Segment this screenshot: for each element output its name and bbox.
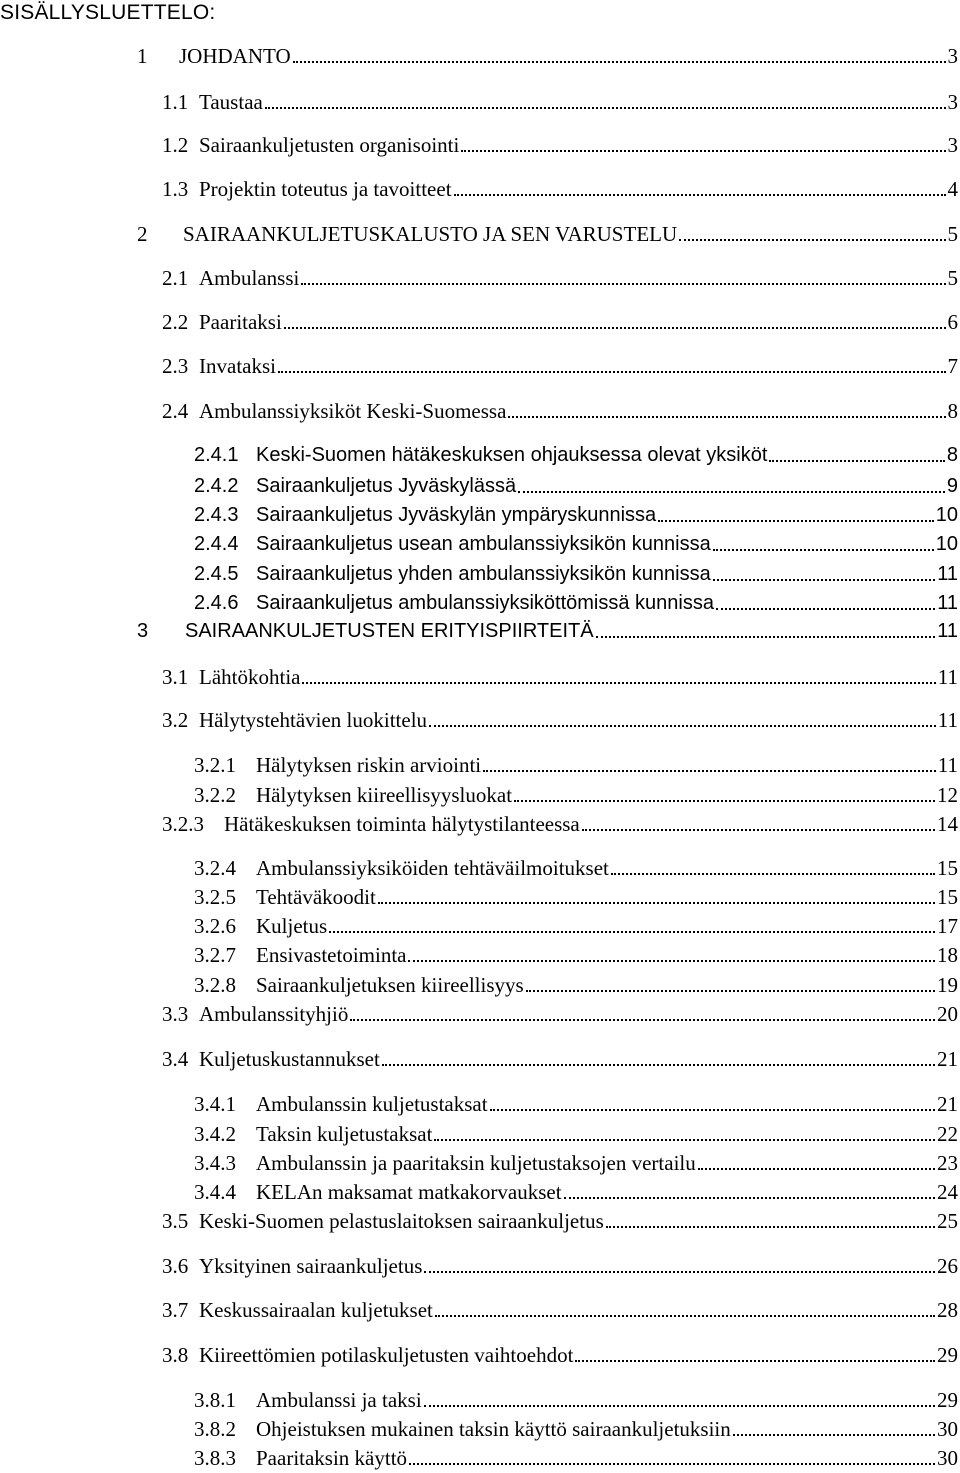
- toc-entry-page: 12: [937, 783, 958, 807]
- toc-entry-page: 10: [935, 504, 958, 526]
- toc-entry-number: 3.2.2: [194, 783, 236, 807]
- toc-entry-number: 3: [137, 620, 149, 642]
- toc-entry-page: 11: [937, 620, 958, 642]
- toc-entry-number: 3.2.1: [194, 753, 236, 777]
- dot-leader: [658, 520, 934, 522]
- toc-entry-number: 1: [137, 44, 148, 68]
- dot-leader: [514, 800, 935, 802]
- dot-leader: [424, 1271, 935, 1273]
- dot-leader: [424, 1405, 935, 1407]
- toc-entry[interactable]: [194, 753, 958, 777]
- toc-entry-title: Ambulanssin ja paaritaksin kuljetustaksojen vertailu: [256, 1151, 696, 1175]
- toc-entry[interactable]: [194, 1092, 958, 1116]
- dot-leader: [454, 194, 946, 196]
- dot-leader: [434, 1139, 935, 1141]
- dot-leader: [435, 1315, 935, 1317]
- toc-entry-title: Ambulanssityhjiö: [199, 1002, 349, 1026]
- toc-entry-page: 8: [947, 399, 958, 423]
- dot-leader: [733, 1434, 935, 1436]
- toc-entry-number: 3.4.1: [194, 1092, 236, 1116]
- toc-entry-title: Sairaankuljetus yhden ambulanssiyksikön kunnissa: [256, 563, 711, 585]
- dot-leader: [564, 1197, 935, 1199]
- dot-leader: [265, 107, 946, 109]
- toc-entry-page: 7: [947, 354, 958, 378]
- toc-entry-page: 3: [947, 90, 958, 114]
- toc-entry-number: 3.2.3: [162, 812, 204, 836]
- toc-entry-number: 1.1: [162, 90, 189, 114]
- toc-entry-page: 6: [947, 310, 958, 334]
- toc-entry[interactable]: [162, 1254, 958, 1278]
- toc-entry[interactable]: [162, 1002, 958, 1026]
- dot-leader: [278, 371, 946, 373]
- toc-entry[interactable]: [194, 503, 958, 527]
- toc-entry[interactable]: [162, 1343, 958, 1367]
- toc-entry-number: 2.4.4: [194, 533, 239, 555]
- toc-entry-title: Hälytyksen riskin arviointi: [256, 753, 482, 777]
- toc-entry-title: Ohjeistuksen mukainen taksin käyttö sairaankuljetuksiin: [256, 1417, 731, 1441]
- toc-entry[interactable]: [162, 90, 958, 114]
- toc-entry-page: 3: [947, 133, 958, 157]
- toc-entry[interactable]: [137, 44, 958, 68]
- toc-entry-title: Kiireettömien potilaskuljetusten vaihtoehdot: [199, 1343, 574, 1367]
- toc-entry[interactable]: [162, 812, 958, 836]
- toc-entry-title: Ambulanssiyksiköt Keski-Suomessa: [199, 399, 507, 423]
- toc-entry-title: Ambulanssi ja taksi: [256, 1388, 422, 1412]
- toc-entry-title: Sairaankuljetusten organisointi: [199, 133, 460, 157]
- toc-entry[interactable]: [194, 443, 958, 467]
- toc-entry-page: 25: [937, 1209, 958, 1233]
- dot-leader: [575, 1360, 935, 1362]
- toc-entry-number: 3.4.4: [194, 1180, 236, 1204]
- dot-leader: [350, 1019, 935, 1021]
- toc-entry-title: Ambulanssiyksiköiden tehtäväilmoitukset: [256, 856, 609, 880]
- toc-entry-number: 3.3: [162, 1002, 189, 1026]
- toc-entry-number: 3.5: [162, 1209, 189, 1233]
- toc-entry[interactable]: [194, 1122, 958, 1146]
- toc-entry-title: Yksityinen sairaankuljetus: [199, 1254, 423, 1278]
- dot-leader: [409, 1463, 935, 1465]
- toc-entry-page: 22: [937, 1122, 958, 1146]
- dot-leader: [713, 579, 936, 581]
- toc-entry-title: Sairaankuljetus usean ambulanssiyksikön kunnissa: [256, 533, 711, 555]
- toc-entry-number: 3.2: [162, 708, 189, 732]
- toc-entry-number: 2.4.5: [194, 563, 239, 585]
- toc-entry-number: 3.1: [162, 665, 189, 689]
- toc-entry[interactable]: [162, 133, 958, 157]
- toc-entry-page: 20: [937, 1002, 958, 1026]
- toc-entry[interactable]: [162, 177, 958, 201]
- toc-entry[interactable]: [162, 1209, 958, 1233]
- toc-entry[interactable]: [194, 914, 958, 938]
- toc-entry-title: Sairaankuljetus ambulanssiyksiköttömissä kunnissa: [256, 592, 714, 614]
- toc-entry-title: Hälytystehtävien luokittelu: [199, 708, 428, 732]
- toc-entry-title: Kuljetuskustannukset: [199, 1047, 380, 1071]
- toc-entry-number: 3.2.5: [194, 885, 236, 909]
- dot-leader: [461, 150, 945, 152]
- toc-entry-page: 21: [937, 1047, 958, 1071]
- toc-entry-number: 3.8: [162, 1343, 189, 1367]
- toc-entry-title: KELAn maksamat matkakorvaukset: [256, 1180, 562, 1204]
- dot-leader: [596, 636, 936, 638]
- toc-entry[interactable]: [194, 885, 958, 909]
- toc-entry-page: 15: [937, 885, 958, 909]
- toc-entry-title: Paaritaksin käyttö: [256, 1446, 408, 1470]
- toc-entry-title: SAIRAANKULJETUSKALUSTO JA SEN VARUSTELU: [183, 222, 678, 246]
- toc-entry-title: Paaritaksi: [199, 310, 282, 334]
- toc-entry-page: 9: [946, 475, 958, 497]
- dot-leader: [301, 283, 945, 285]
- toc-entry[interactable]: [194, 973, 958, 997]
- toc-entry-title: Ambulanssin kuljetustaksat: [256, 1092, 488, 1116]
- toc-entry-page: 30: [937, 1417, 958, 1441]
- toc-entry[interactable]: [162, 266, 958, 290]
- toc-entry-number: 2.3: [162, 354, 189, 378]
- dot-leader: [606, 1226, 935, 1228]
- toc-entry-page: 28: [937, 1298, 958, 1322]
- toc-entry-title: Sairaankuljetus Jyväskylässä: [256, 475, 517, 497]
- toc-entry-number: 3.2.7: [194, 943, 236, 967]
- toc-entry[interactable]: [194, 562, 958, 586]
- toc-entry-title: Taksin kuljetustaksat: [256, 1122, 433, 1146]
- toc-entry[interactable]: [162, 399, 958, 423]
- toc-entry-number: 2.4.3: [194, 504, 239, 526]
- toc-entry-page: 11: [937, 708, 958, 732]
- dot-leader: [716, 608, 935, 610]
- toc-entry-page: 3: [947, 44, 958, 68]
- toc-entry-title: Sairaankuljetuksen kiireellisyys: [256, 973, 524, 997]
- toc-entry[interactable]: [162, 1047, 958, 1071]
- dot-leader: [713, 549, 934, 551]
- toc-entry-page: 8: [946, 444, 958, 466]
- toc-entry-number: 2.2: [162, 310, 189, 334]
- toc-entry[interactable]: [194, 783, 958, 807]
- toc-entry-title: Hälytyksen kiireellisyysluokat: [256, 783, 513, 807]
- toc-entry-page: 21: [937, 1092, 958, 1116]
- toc-entry[interactable]: [194, 1388, 958, 1412]
- toc-entry[interactable]: [194, 856, 958, 880]
- toc-entry-page: 4: [947, 177, 958, 201]
- toc-entry-title: Keski-Suomen pelastuslaitoksen sairaankuljetus: [199, 1209, 604, 1233]
- dot-leader: [378, 902, 935, 904]
- dot-leader: [698, 1168, 935, 1170]
- toc-entry[interactable]: [162, 354, 958, 378]
- dot-leader: [284, 327, 946, 329]
- toc-entry-page: 11: [937, 753, 958, 777]
- toc-entry[interactable]: [162, 665, 958, 689]
- dot-leader: [329, 931, 935, 933]
- toc-entry-number: 2: [137, 222, 148, 246]
- toc-entry-number: 3.4: [162, 1047, 189, 1071]
- toc-entry[interactable]: [194, 1446, 958, 1470]
- toc-entry-number: 3.7: [162, 1298, 189, 1322]
- toc-entry[interactable]: [162, 1298, 958, 1322]
- toc-entry-page: 5: [947, 266, 958, 290]
- toc-entry-title: SAIRAANKULJETUSTEN ERITYISPIIRTEITÄ: [185, 620, 594, 642]
- toc-entry-title: Ambulanssi: [199, 266, 300, 290]
- dot-leader: [408, 960, 935, 962]
- toc-entry-page: 10: [935, 533, 958, 555]
- toc-entry-title: Ensivastetoiminta: [256, 943, 407, 967]
- toc-entry-page: 30: [937, 1446, 958, 1470]
- toc-entry-page: 26: [937, 1254, 958, 1278]
- toc-entry[interactable]: [194, 532, 958, 556]
- toc-entry-page: 18: [937, 943, 958, 967]
- toc-entry-title: Kuljetus: [256, 914, 328, 938]
- toc-entry-number: 3.4.3: [194, 1151, 236, 1175]
- toc-entry[interactable]: [162, 310, 958, 334]
- toc-entry-title: Keski-Suomen hätäkeskuksen ohjauksessa olevat yksiköt: [256, 444, 768, 466]
- toc-entry-number: 1.3: [162, 177, 189, 201]
- toc-entry-title: Taustaa: [199, 90, 263, 114]
- dot-leader: [611, 873, 935, 875]
- dot-leader: [382, 1064, 935, 1066]
- toc-entry-title: Lähtökohtia: [199, 665, 301, 689]
- toc-entry-page: 11: [937, 592, 958, 614]
- toc-entry-number: 3.4.2: [194, 1122, 236, 1146]
- dot-leader: [302, 682, 935, 684]
- toc-entry-page: 5: [947, 222, 958, 246]
- toc-entry-page: 19: [937, 973, 958, 997]
- toc-entry-page: 15: [937, 856, 958, 880]
- toc-entry-page: 11: [937, 665, 958, 689]
- toc-entry-number: 2.4.2: [194, 475, 239, 497]
- toc-entry-page: 23: [937, 1151, 958, 1175]
- toc-entry[interactable]: [194, 474, 958, 498]
- dot-leader: [483, 770, 936, 772]
- toc-entry-title: Sairaankuljetus Jyväskylän ympäryskunnissa: [256, 504, 657, 526]
- toc-entry[interactable]: [194, 591, 958, 615]
- toc-entry-title: Tehtäväkoodit: [256, 885, 376, 909]
- toc-entry-page: 11: [937, 563, 958, 585]
- dot-leader: [508, 416, 945, 418]
- toc-entry-title: JOHDANTO: [179, 44, 291, 68]
- toc-entry[interactable]: [194, 1180, 958, 1204]
- dot-leader: [679, 239, 945, 241]
- dot-leader: [293, 61, 946, 63]
- toc-entry-page: 14: [937, 812, 958, 836]
- toc-entry-number: 3.8.2: [194, 1417, 236, 1441]
- toc-entry[interactable]: [194, 1417, 958, 1441]
- toc-entry-number: 2.1: [162, 266, 189, 290]
- dot-leader: [526, 990, 935, 992]
- page-title: SISÄLLYSLUETTELO:: [0, 1, 216, 24]
- toc-entry-number: 3.2.6: [194, 914, 236, 938]
- toc-entry-page: 24: [937, 1180, 958, 1204]
- toc-entry-number: 3.2.4: [194, 856, 236, 880]
- toc-entry-number: 2.4: [162, 399, 189, 423]
- dot-leader: [429, 725, 936, 727]
- dot-leader: [769, 460, 944, 462]
- toc-entry-title: Invataksi: [199, 354, 276, 378]
- toc-entry-number: 3.6: [162, 1254, 189, 1278]
- toc-entry-title: Hätäkeskuksen toiminta hälytystilanteessa: [224, 812, 580, 836]
- toc-entry-number: 3.8.3: [194, 1446, 236, 1470]
- toc-entry-title: Keskussairaalan kuljetukset: [199, 1298, 433, 1322]
- toc-entry-number: 2.4.6: [194, 592, 239, 614]
- toc-entry-number: 3.8.1: [194, 1388, 236, 1412]
- dot-leader: [490, 1109, 935, 1111]
- toc-entry[interactable]: [194, 943, 958, 967]
- toc-entry-page: 29: [937, 1343, 958, 1367]
- toc-entry-page: 17: [937, 914, 958, 938]
- toc-entry-page: 29: [937, 1388, 958, 1412]
- toc-entry[interactable]: [194, 1151, 958, 1175]
- dot-leader: [582, 829, 935, 831]
- toc-entry-number: 1.2: [162, 133, 189, 157]
- toc-entry[interactable]: [137, 222, 958, 246]
- toc-entry[interactable]: [137, 619, 958, 643]
- toc-entry-number: 3.2.8: [194, 973, 236, 997]
- toc-entry-title: Projektin toteutus ja tavoitteet: [199, 177, 452, 201]
- toc-entry[interactable]: [162, 708, 958, 732]
- dot-leader: [518, 491, 945, 493]
- toc-entry-number: 2.4.1: [194, 444, 239, 466]
